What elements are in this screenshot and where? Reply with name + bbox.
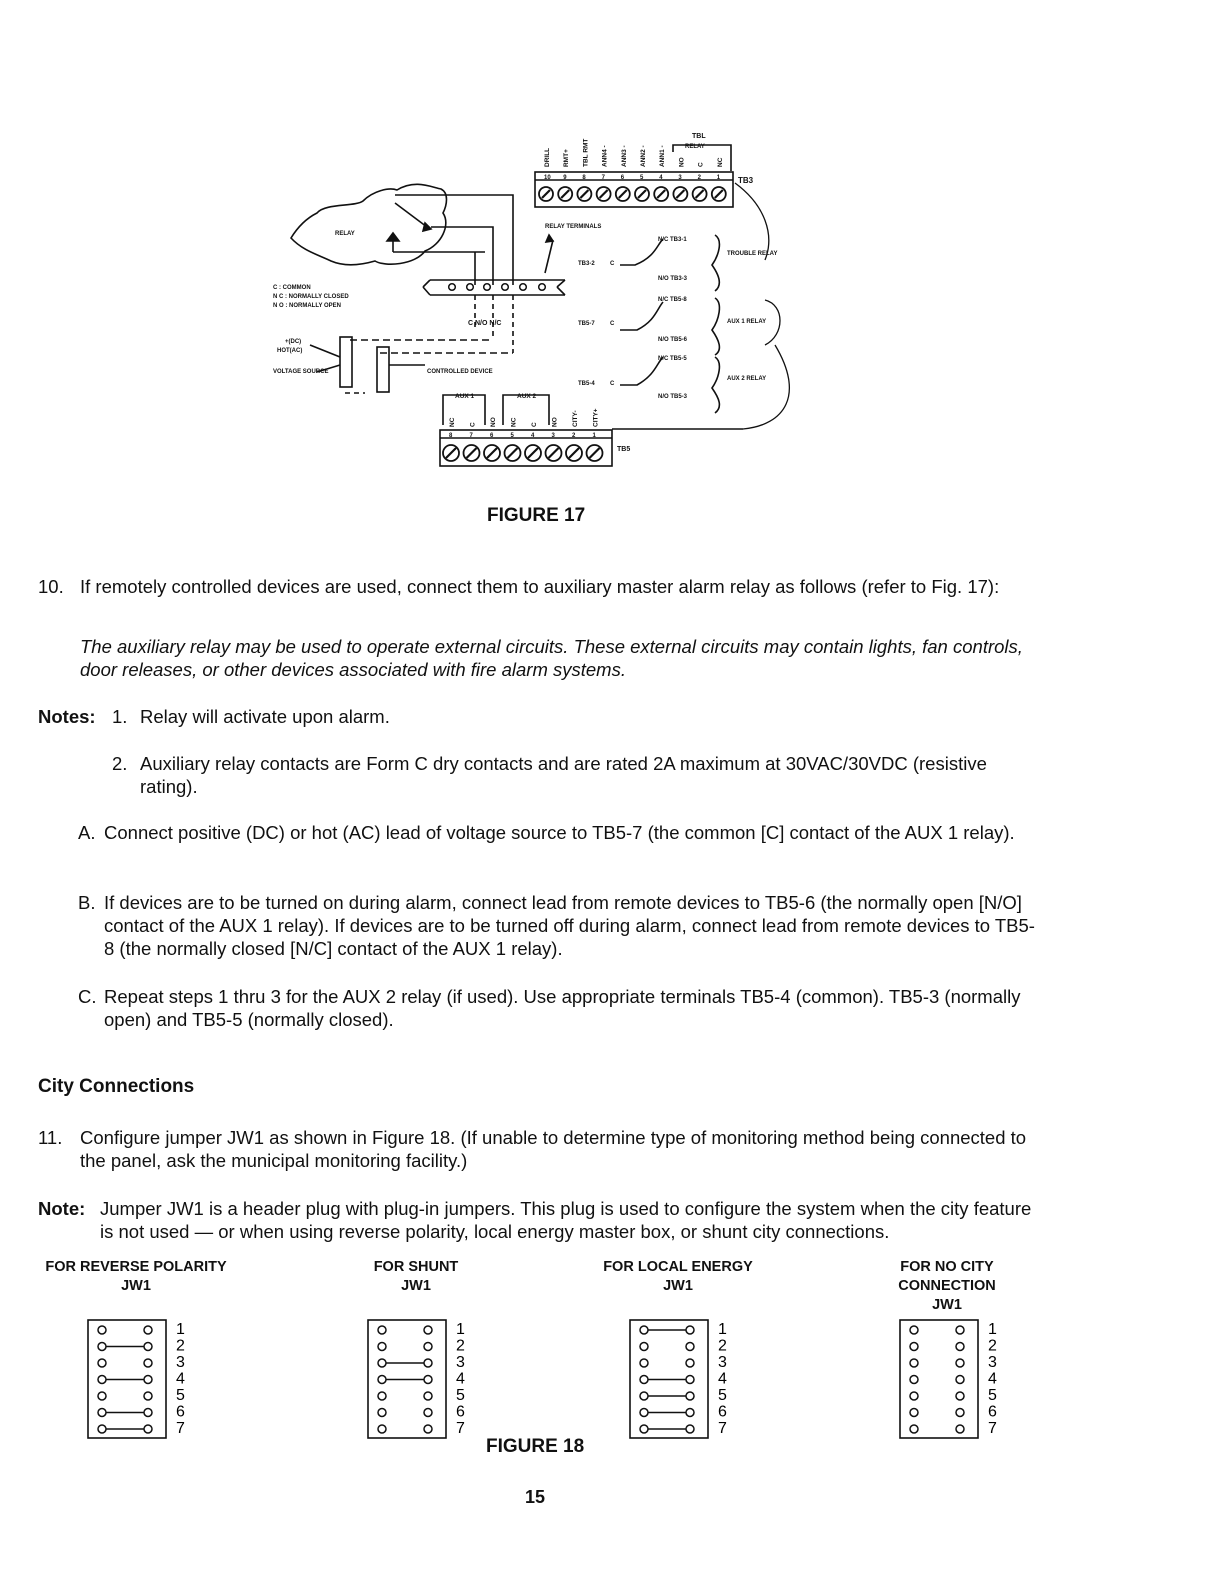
tb3-terminal-label: DRILL [544,147,551,167]
voltage-hot-label: HOT(AC) [277,348,303,354]
pin-number: 2 [176,1337,185,1355]
header-pin [378,1376,386,1384]
header-pin [686,1376,694,1384]
tb5-terminal-label: C [469,422,477,427]
header-pin-row [640,1371,727,1388]
substep-b-letter: B. [78,892,96,913]
header-pin-row [910,1321,997,1338]
header-pin-row [98,1404,185,1421]
pin-number: 2 [456,1337,465,1355]
header-pin [144,1359,152,1367]
header-pin-row [910,1354,997,1371]
header-pin-row [910,1404,997,1421]
tb5-terminal-label: NC [510,417,518,427]
tb3-screw [597,187,611,201]
tb5-screw [505,445,521,461]
header-pin [98,1392,106,1400]
note-1-text: Relay will activate upon alarm. [140,706,390,727]
header-pin [686,1359,694,1367]
header-pin [956,1425,964,1433]
relay-c-label: C [610,261,615,267]
tb3-terminal-label: ANN4 - [601,145,609,167]
jw1-shunt-header [366,1318,476,1442]
header-pin-row [98,1387,185,1404]
tb5-screw [484,445,500,461]
header-pin-row [378,1321,465,1338]
tbl-relay-label: RELAY [685,144,705,150]
header-pin [956,1409,964,1417]
header-pin [910,1376,918,1384]
tb5-terminal-label: CITY- [572,410,579,427]
jw1-reverse-polarity-header [86,1318,196,1442]
note-label: Note: [38,1198,86,1219]
config-title-line: FOR LOCAL ENERGY [603,1259,753,1275]
substep-a-text: Connect positive (DC) or hot (AC) lead of voltage source to TB5-7 (the common [C] contact of the AUX 1 relay). [104,822,1015,843]
header-pin [98,1425,106,1433]
controlled-device-label: CONTROLLED DEVICE [427,369,493,375]
header-pin-row [378,1404,465,1421]
pin-number: 4 [988,1370,997,1388]
substep-c-letter: C. [78,986,97,1007]
config-title-line: FOR NO CITY [900,1259,994,1275]
pin-number: 2 [988,1337,997,1355]
tb3-terminal-label: TBL RMT [582,138,590,167]
config-title-line: JW1 [121,1278,151,1294]
note-1-number: 1. [112,706,128,727]
notes-label: Notes: [38,706,96,727]
pin-number: 3 [456,1354,465,1371]
header-pin-row [378,1387,465,1404]
jw1-shunt-title [346,1258,486,1296]
header-pin-row [98,1321,185,1338]
tb5-terminal-number: 3 [551,433,555,439]
header-pin-row [378,1371,465,1388]
header-pin [640,1425,648,1433]
header-pin [910,1392,918,1400]
tb5-terminal-number: 4 [531,433,535,439]
header-pin-row [910,1420,997,1437]
header-pin [424,1409,432,1417]
tb5-terminal-label: NO [490,417,497,427]
aux1-label: AUX 1 [455,393,475,400]
tb3-screw [577,187,591,201]
relay-nc: N/C TB5-8 [658,297,687,303]
relay-nc: N/C TB5-5 [658,356,687,362]
tb3-screw [673,187,687,201]
legend-common: C : COMMON [273,285,311,291]
step-10-number: 10. [38,576,64,597]
tb3-terminal-label: ANN1 - [659,145,667,167]
header-pin [424,1343,432,1351]
jw1-reverse-polarity-title [36,1258,236,1296]
relay-nc: N/C TB3-1 [658,237,687,243]
header-pin [98,1343,106,1351]
tb3-terminal-label: NO [678,157,686,167]
relay-c-label: C [610,381,615,387]
config-title-line: JW1 [932,1297,962,1313]
header-pin [956,1326,964,1334]
header-pin-row [98,1420,185,1437]
relay-terminals-label: RELAY TERMINALS [545,224,602,230]
header-pin [686,1409,694,1417]
tb3-terminal-number: 2 [697,175,701,181]
tb5-terminal-label: C [531,422,538,427]
pin-number: 4 [718,1370,727,1388]
header-pin-row [640,1404,727,1421]
header-pin-row [910,1338,997,1355]
city-connections-heading: City Connections [38,1076,195,1097]
tb3-screw [539,187,553,201]
relay-c-label: C [610,321,615,327]
step-10-italic-note: The auxiliary relay may be used to operate external circuits. These external circuits may contain lights, fan controls, door releases, or other devices associated with fire alarm systems. [80,636,1023,680]
header-pin [98,1376,106,1384]
config-title-line: FOR REVERSE POLARITY [45,1259,227,1275]
tb5-terminal-label: NO [551,417,559,427]
page-number: 15 [525,1487,546,1507]
header-pin [956,1376,964,1384]
header-pin [424,1376,432,1384]
pin-number: 7 [456,1420,465,1437]
header-pin-row [378,1338,465,1355]
header-pin [378,1359,386,1367]
tb5-label: TB5 [617,446,631,453]
tb5-screw [525,445,541,461]
header-pin-row [378,1354,465,1371]
header-pin [956,1359,964,1367]
relay-name: TROUBLE RELAY [727,251,778,257]
jw1-no-city-title [872,1258,1022,1315]
pin-number: 4 [456,1370,465,1388]
tb5-terminal-number: 1 [592,433,596,439]
tb5-screw [566,445,582,461]
header-pin [98,1409,106,1417]
tb3-terminal-number: 3 [678,175,682,181]
header-pin [378,1392,386,1400]
jw1-local-energy-header [628,1318,738,1442]
pin-number: 1 [718,1321,727,1338]
header-pin [640,1409,648,1417]
header-pin [98,1359,106,1367]
legend-no: N O : NORMALLY OPEN [273,303,342,309]
config-title-line: JW1 [401,1278,431,1294]
note-2-number: 2. [112,753,128,774]
tb3-screw [616,187,630,201]
header-pin [144,1343,152,1351]
note-2-text: Auxiliary relay contacts are Form C dry contacts and are rated 2A maximum at 30VAC/30VDC (resistive rating). [140,753,987,797]
header-pin [910,1425,918,1433]
figure-17-wiring-diagram [265,95,805,490]
config-title-line: JW1 [663,1278,693,1294]
aux2-relay-group [578,356,766,400]
tb3-terminal-label: NC [716,157,724,167]
relay-common: TB3-2 [578,261,595,267]
header-pin [910,1409,918,1417]
header-pin-row [98,1354,185,1371]
tb5-screw [546,445,562,461]
relay-common: TB5-4 [578,381,595,387]
pin-number: 3 [176,1354,185,1371]
header-pin [424,1359,432,1367]
header-pin [686,1343,694,1351]
tb3-terminal-number: 6 [620,175,625,181]
tb5-terminal-number: 7 [469,433,473,439]
header-pin-row [910,1387,997,1404]
header-pin [640,1392,648,1400]
header-pin [956,1343,964,1351]
header-pin-row [640,1420,727,1437]
header-pin [378,1326,386,1334]
pin-number: 5 [718,1387,727,1404]
pin-number: 3 [988,1354,997,1371]
step-10-text: If remotely controlled devices are used, connect them to auxiliary master alarm relay as follows (refer to Fig. 17): [80,576,1000,597]
relay-name: AUX 1 RELAY [727,319,767,325]
header-pin-row [98,1338,185,1355]
tb3-screw [654,187,668,201]
tb3-terminal-number: 5 [640,175,644,181]
pin-number: 1 [988,1321,997,1338]
tb3-terminal-number: 8 [582,175,586,181]
tb5-screw [587,445,603,461]
header-pin [686,1425,694,1433]
substep-a-letter: A. [78,822,96,843]
relay-no: N/O TB5-3 [658,394,688,400]
pin-number: 4 [176,1370,185,1388]
aux1-relay-group [578,297,766,343]
pin-number: 1 [456,1321,465,1338]
tbl-label: TBL [692,133,706,140]
trouble-relay-group [578,237,777,282]
header-pin [144,1392,152,1400]
header-pin-row [640,1338,727,1355]
tb5-screw-row [443,445,603,461]
tb3-terminal-label: ANN2 - [640,145,647,167]
voltage-plus-label: +(DC) [285,339,302,345]
pin-number: 3 [718,1354,727,1371]
tb5-terminal-number: 8 [449,433,453,439]
contact-labels: C N/O N/C [468,320,502,327]
header-pin [640,1326,648,1334]
tb5-terminal-labels [449,408,600,439]
legend-nc: N C : NORMALLY CLOSED [273,294,349,300]
tb5-terminal-number: 5 [510,433,514,439]
header-pin [956,1392,964,1400]
tb3-label: TB3 [738,176,754,185]
header-pin [640,1343,648,1351]
pin-number: 7 [988,1420,997,1437]
tb5-terminal-label: CITY+ [592,408,600,427]
pin-number: 2 [718,1337,727,1355]
tb3-terminal-number: 10 [544,175,551,181]
tb3-screw [635,187,649,201]
config-title-line: FOR SHUNT [373,1259,459,1275]
note-text: Jumper JW1 is a header plug with plug-in jumpers. This plug is used to configure the system when the city feature is not used — or when using reverse polarity, local energy master box, or shunt city connections. [100,1198,1032,1242]
header-pin [424,1326,432,1334]
header-pin-row [98,1371,185,1388]
tb3-terminal-label: C [697,162,705,167]
pin-number: 6 [456,1403,465,1421]
header-pin-row [640,1354,727,1371]
tb3-terminal-label: ANN3 - [620,145,628,167]
figure-17-caption: FIGURE 17 [487,505,586,526]
pin-number: 5 [988,1387,997,1404]
header-pin [910,1359,918,1367]
config-title-line: CONNECTION [898,1278,996,1294]
tb3-terminal-label: RMT+ [563,149,571,167]
tb3-terminal-number: 7 [601,175,605,181]
header-pin [378,1425,386,1433]
pin-number: 5 [176,1387,185,1404]
voltage-source-label: VOLTAGE SOURCE [273,369,329,375]
step-11-text: Configure jumper JW1 as shown in Figure 18. (If unable to determine type of monitoring method being connected to the panel, ask the municipal monitoring facility.) [80,1127,1027,1171]
tb5-terminal-number: 6 [490,433,494,439]
header-pin [424,1425,432,1433]
header-pin [378,1409,386,1417]
header-pin [424,1392,432,1400]
aux2-label: AUX 2 [517,393,537,400]
tb3-terminal-number: 1 [716,175,721,181]
jw1-local-energy-title [588,1258,768,1296]
figure-18-caption: FIGURE 18 [486,1436,585,1457]
header-pin [144,1425,152,1433]
pin-number: 6 [718,1403,727,1421]
relay-name: AUX 2 RELAY [727,376,767,382]
tb5-screw [443,445,459,461]
tb3-terminal-number: 9 [563,175,567,181]
header-pin [144,1326,152,1334]
pin-number: 6 [988,1403,997,1421]
header-pin-row [378,1420,465,1437]
pin-number: 1 [176,1321,185,1338]
step-11-number: 11. [38,1127,63,1148]
tb3-screw [712,187,726,201]
header-pin [640,1359,648,1367]
tb5-terminal-label: NC [449,417,456,427]
relay-common: TB5-7 [578,321,595,327]
cloud-relay-label: RELAY [335,231,355,237]
tb5-screw [464,445,480,461]
header-pin [910,1343,918,1351]
tb3-screw [558,187,572,201]
header-pin [686,1392,694,1400]
relay-no: N/O TB5-6 [658,337,688,343]
header-pin [910,1326,918,1334]
jw1-no-city-header [898,1318,1008,1442]
header-pin-row [910,1371,997,1388]
header-pin [378,1343,386,1351]
tb3-screw [693,187,707,201]
pin-number: 7 [718,1420,727,1437]
header-pin-row [640,1387,727,1404]
tb3-terminal-number: 4 [659,175,663,181]
header-outline [900,1320,978,1438]
header-pin [640,1376,648,1384]
pin-number: 6 [176,1403,185,1421]
pin-number: 5 [456,1387,465,1404]
header-pin [144,1409,152,1417]
tb3-screw-row [539,187,726,201]
header-pin [98,1326,106,1334]
header-pin [686,1326,694,1334]
header-pin [144,1376,152,1384]
header-pin-row [640,1321,727,1338]
substep-b-text: If devices are to be turned on during alarm, connect lead from remote devices to TB5-6 (the normally open [N/O] contact of the AUX 1 relay). If devices are to be turned off during alarm, connect lead from remote devices to TB5-8 (the normally closed [N/C] contact of the AUX 1 relay). [104,892,1035,959]
relay-no: N/O TB3-3 [658,276,688,282]
pin-number: 7 [176,1420,185,1437]
tb5-terminal-number: 2 [572,433,576,439]
substep-c-text: Repeat steps 1 thru 3 for the AUX 2 relay (if used). Use appropriate terminals TB5-4 (common). TB5-3 (normally open) and TB5-5 (normally closed). [104,986,1021,1030]
